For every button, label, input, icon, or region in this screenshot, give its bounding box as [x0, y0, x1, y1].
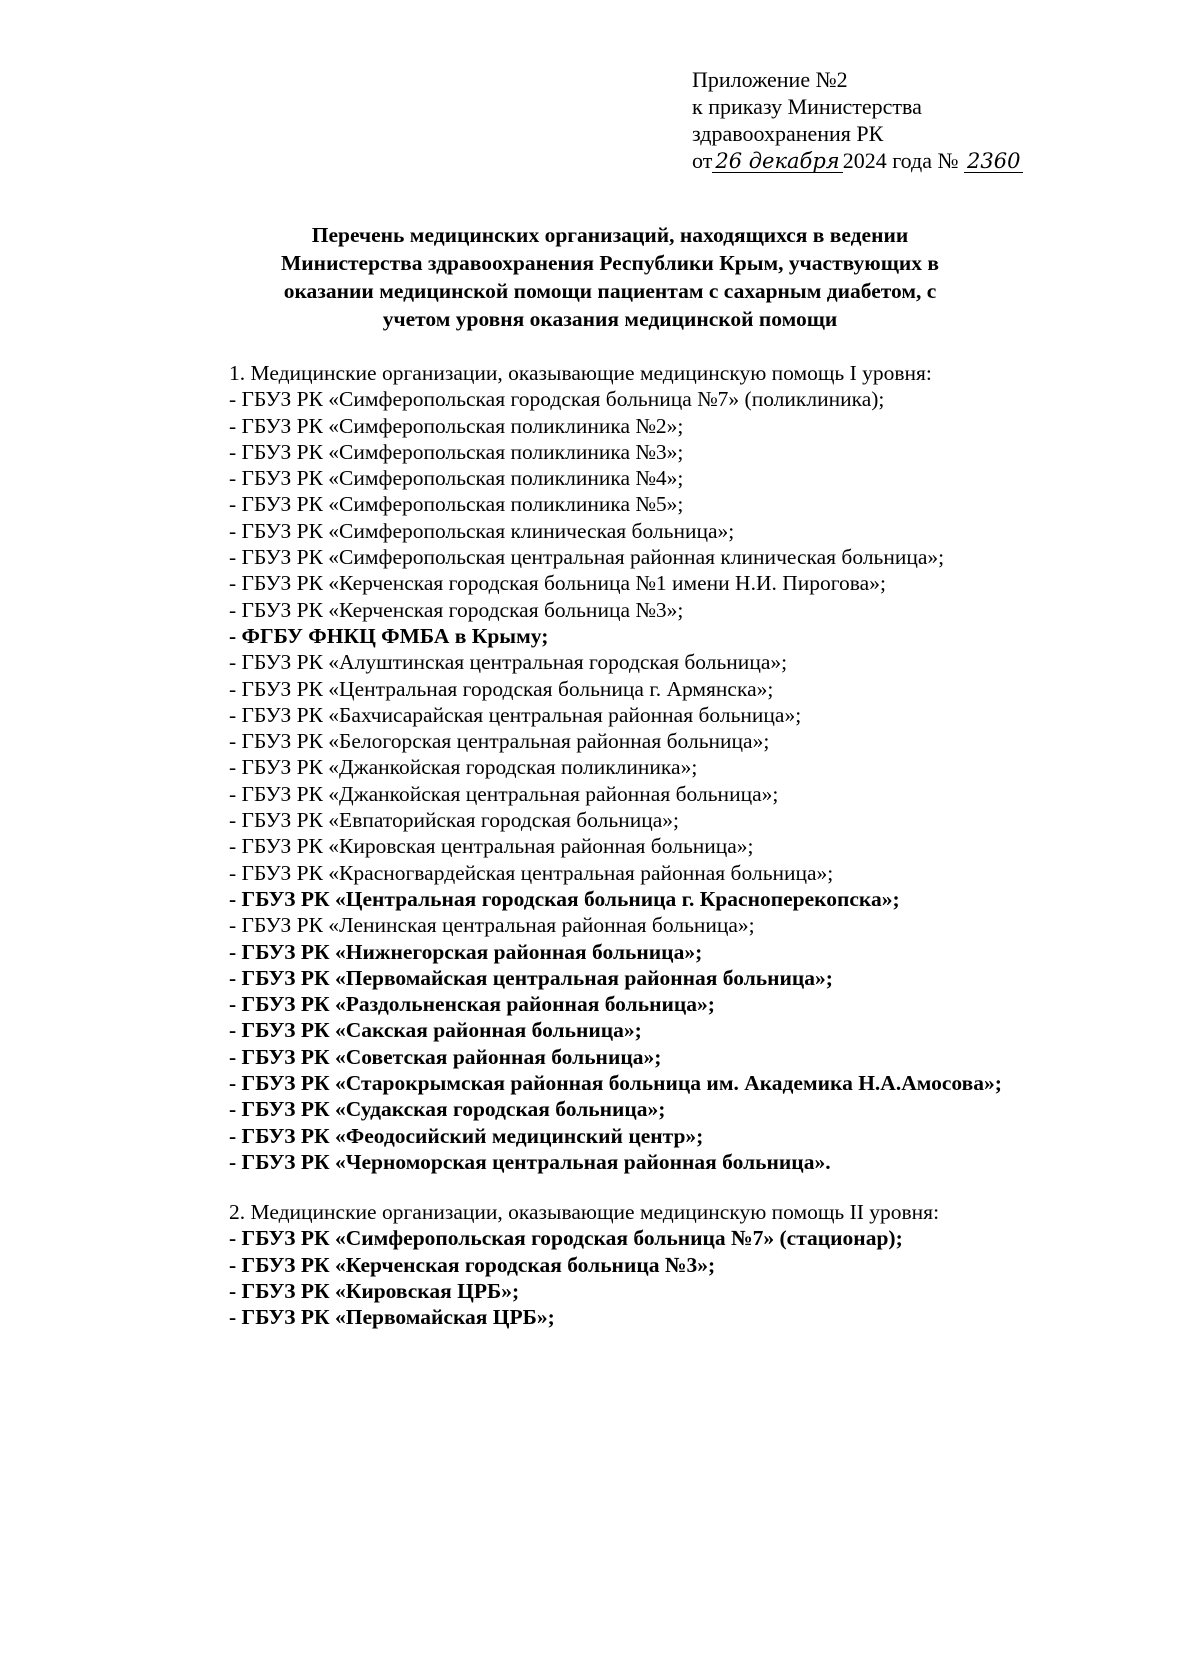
list-item: - ГБУЗ РК «Керченская городская больница №3»;	[229, 1252, 716, 1277]
list-item: - ГБУЗ РК «Бахчисарайская центральная районная больница»;	[229, 702, 802, 727]
list-item: - ФГБУ ФНКЦ ФМБА в Крыму;	[229, 623, 549, 648]
appendix-header	[692, 66, 1132, 174]
handwritten-order-number: 2360	[964, 150, 1023, 173]
handwritten-date: 26 декабря	[712, 150, 842, 173]
list-item: - ГБУЗ РК «Раздольненская районная больница»;	[229, 992, 715, 1017]
list-item: - ГБУЗ РК «Симферопольская клиническая больница»;	[229, 518, 735, 543]
date-prefix: от	[692, 148, 713, 173]
appendix-date-line	[692, 147, 1132, 174]
title-line-2: Министерства здравоохранения Республики Крым, участвующих в	[281, 251, 939, 275]
list-item: - ГБУЗ РК «Алуштинская центральная городская больница»;	[229, 650, 788, 675]
list-item: - ГБУЗ РК «Джанкойская центральная районная больница»;	[229, 781, 779, 806]
list-item: - ГБУЗ РК «Советская районная больница»;	[229, 1044, 662, 1069]
list-item: - ГБУЗ РК «Нижнегорская районная больница»;	[229, 939, 703, 964]
section-1-heading: 1. Медицинские организации, оказывающие медицинскую помощь I уровня:	[229, 361, 932, 385]
list-item: - ГБУЗ РК «Центральная городская больница г. Красноперекопска»;	[229, 886, 900, 911]
list-item: - ГБУЗ РК «Ленинская центральная районная больница»;	[229, 913, 755, 938]
list-item: - ГБУЗ РК «Белогорская центральная районная больница»;	[229, 729, 770, 754]
list-item: - ГБУЗ РК «Кировская ЦРБ»;	[229, 1278, 520, 1303]
list-item: - ГБУЗ РК «Керченская городская больница №3»;	[229, 597, 684, 622]
list-item: - ГБУЗ РК «Джанкойская городская поликлиника»;	[229, 755, 698, 780]
list-item: - ГБУЗ РК «Симферопольская поликлиника №3»;	[229, 439, 684, 464]
list-item: - ГБУЗ РК «Судакская городская больница»;	[229, 1097, 666, 1122]
list-item: - ГБУЗ РК «Симферопольская центральная районная клиническая больница»;	[229, 545, 945, 570]
section-level-2	[229, 1199, 1189, 1330]
list-item: - ГБУЗ РК «Симферопольская поликлиника №2»;	[229, 413, 684, 438]
list-item: - ГБУЗ РК «Старокрымская районная больница им. Академика Н.А.Амосова»;	[229, 1071, 1002, 1096]
section-level-1	[229, 360, 1189, 1175]
list-item: - ГБУЗ РК «Симферопольская поликлиника №5»;	[229, 492, 684, 517]
list-item: - ГБУЗ РК «Центральная городская больница г. Армянска»;	[229, 676, 774, 701]
list-item: - ГБУЗ РК «Сакская районная больница»;	[229, 1018, 642, 1043]
list-item: - ГБУЗ РК «Первомайская центральная районная больница»;	[229, 965, 833, 990]
title-line-3: оказании медицинской помощи пациентам с сахарным диабетом, с	[283, 279, 937, 303]
section-2-heading: 2. Медицинские организации, оказывающие медицинскую помощь II уровня:	[229, 1200, 940, 1224]
list-item: - ГБУЗ РК «Керченская городская больница №1 имени Н.И. Пирогова»;	[229, 571, 886, 596]
title-line-1: Перечень медицинских организаций, находящихся в ведении	[311, 223, 909, 247]
appendix-line-2: к приказу Министерства	[692, 94, 922, 119]
list-item: - ГБУЗ РК «Евпаторийская городская больница»;	[229, 808, 679, 833]
list-item: - ГБУЗ РК «Черноморская центральная районная больница».	[229, 1149, 831, 1174]
title-line-4: учетом уровня оказания медицинской помощи	[382, 307, 838, 331]
list-item: - ГБУЗ РК «Красногвардейская центральная районная больница»;	[229, 860, 834, 885]
appendix-line-1: Приложение №2	[692, 67, 848, 92]
date-year: 2024 года №	[842, 148, 959, 173]
document-title	[230, 221, 990, 333]
list-item: - ГБУЗ РК «Симферопольская поликлиника №4»;	[229, 466, 684, 491]
list-item: - ГБУЗ РК «Феодосийский медицинский центр»;	[229, 1123, 704, 1148]
list-item: - ГБУЗ РК «Симферопольская городская больница №7» (стационар);	[229, 1226, 903, 1251]
list-item: - ГБУЗ РК «Первомайская ЦРБ»;	[229, 1305, 555, 1330]
list-item: - ГБУЗ РК «Кировская центральная районная больница»;	[229, 834, 754, 859]
appendix-line-3: здравоохранения РК	[692, 121, 884, 146]
list-item: - ГБУЗ РК «Симферопольская городская больница №7» (поликлиника);	[229, 387, 885, 412]
